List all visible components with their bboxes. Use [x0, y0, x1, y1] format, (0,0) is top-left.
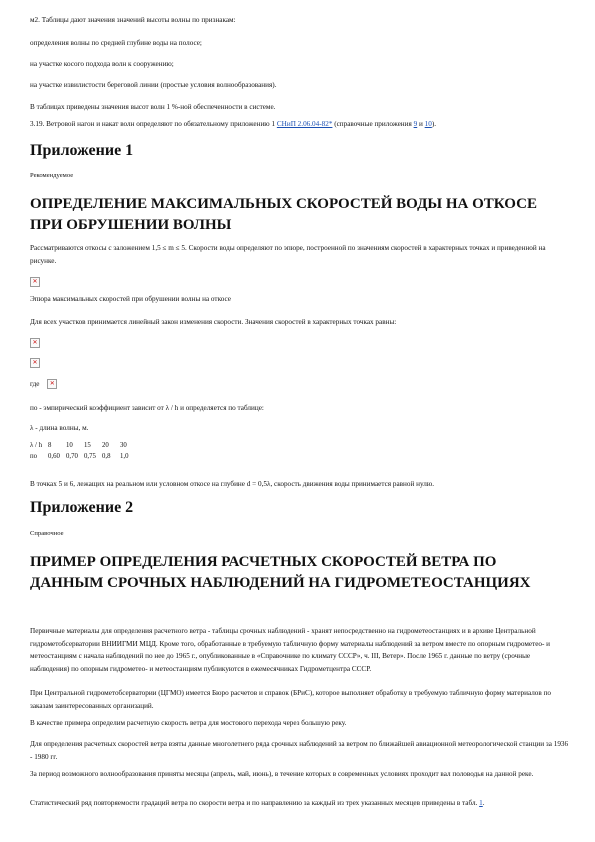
table-row: [30, 451, 138, 462]
table-1-link[interactable]: 1: [479, 799, 483, 807]
table-cell: 1,0: [120, 453, 129, 460]
table-cell: 15: [84, 442, 91, 449]
table-row: [30, 440, 138, 451]
appendix-2-title: Приложение 2: [30, 499, 134, 516]
paragraph: В точках 5 и 6, лежащих на реальном или условном откосе на глубине d = 0,5λ, скорость движения воды принимается равной нулю.: [30, 480, 435, 488]
table-cell: 0,75: [84, 453, 96, 460]
broken-image-icon: ✕: [30, 338, 40, 348]
paragraph: Первичные материалы для определения расчетного ветра - таблицы срочных наблюдений - хранят непосредственно на гидрометеостанциях и в архиве Центральной гидрометобсерватории ВНИИГМИ МЦД. Кроме того, обработанные в требуемую табличную форму материалы наблюдений за ветром вместе по опорным гидрометео- и метеостанциям с начала наблюдений по нее до 1965 г., опубликованные в «Справочнике по климату СССР», ч. III, Ветер». После 1965 г. данные по ветру (срочные наблюдения) по опорным гидрометео- и метеостанциям публикуются в ежемесячниках Гидрометцентра СССР.: [30, 627, 551, 673]
appendix-1-heading: ОПРЕДЕЛЕНИЕ МАКСИМАЛЬНЫХ СКОРОСТЕЙ ВОДЫ НА ОТКОСЕ ПРИ ОБРУШЕНИИ ВОЛНЫ: [30, 196, 537, 233]
appendix-2-heading: ПРИМЕР ОПРЕДЕЛЕНИЯ РАСЧЕТНЫХ СКОРОСТЕЙ ВЕТРА ПО ДАННЫМ СРОЧНЫХ НАБЛЮДЕНИЙ НА ГИДРОМЕТЕОСТАНЦИЯХ: [30, 554, 531, 591]
table-cell: 30: [120, 442, 127, 449]
appendix-1-subtitle: Рекомендуемое: [30, 172, 74, 179]
paragraph: Рассматриваются откосы с заложением 1,5 ≤ m ≤ 5. Скорости воды определяют по эпюре, построенной по значениям скоростей в характерных точках и приведенной на рисунке.: [30, 244, 546, 265]
table-cell: 8: [48, 442, 52, 449]
paragraph: по - эмпирический коэффициент зависит от λ / h и определяется по таблице:: [30, 404, 264, 412]
appendix-10-link[interactable]: 10: [424, 120, 432, 128]
appendix-2-subtitle: Справочное: [30, 530, 64, 537]
paragraph: Для всех участков принимается линейный закон изменения скорости. Значения скоростей в характерных точках равны:: [30, 318, 397, 326]
text-line: В таблицах приведены значения высот волн 1 %-ной обеспеченности в системе.: [30, 103, 276, 111]
text-line: на участке косого подхода волн к сооружению;: [30, 60, 174, 68]
snip-link[interactable]: СНиП 2.06.04-82*: [276, 120, 333, 128]
paragraph: За период возможного волнообразования приняты месяцы (апрель, май, июнь), в течение которых в современных условиях проходит вал половодья на данной реке.: [30, 770, 534, 778]
paragraph: Статистический ряд повторяемости градаций ветра по скорости ветра и по направлению за каждый из трех указанных месяцев приведены в табл. 1.: [30, 799, 485, 807]
paragraph: В качестве примера определим расчетную скорость ветра для мостового перехода через большую реку.: [30, 719, 347, 727]
table-cell: 0,60: [48, 453, 60, 460]
where-line: где ✕: [30, 378, 570, 391]
text-line: м2. Таблицы дают значения значений высоты волны по признакам:: [30, 16, 236, 24]
text-line: определения волны по средней глубине воды на полосе;: [30, 39, 202, 47]
appendix-1-title: Приложение 1: [30, 142, 134, 159]
paragraph: λ - длина волны, м.: [30, 424, 89, 432]
broken-image-icon: ✕: [30, 277, 40, 287]
table-cell: по: [30, 453, 38, 460]
table-cell: λ / h: [30, 442, 42, 449]
table-cell: 0,8: [102, 453, 111, 460]
broken-image-icon: ✕: [30, 358, 40, 368]
table-cell: 10: [66, 442, 73, 449]
paragraph: При Центральной гидрометобсерватории (ЦГМО) имеется Бюро расчетов и справок (БРиС), которое выполняет обработку в требуемую табличную форму материалов по заказам заинтересованных организаций.: [30, 689, 552, 710]
text-line: на участке извилистости береговой линии (простые условия волнообразования).: [30, 81, 277, 89]
figure-caption: Эпюра максимальных скоростей при обрушении волны на откосе: [30, 295, 231, 303]
table-cell: 20: [102, 442, 109, 449]
coefficient-table: [30, 440, 138, 462]
broken-image-icon: ✕: [47, 379, 57, 389]
paragraph-3-19: 3.19. Ветровой нагон и накат волн определяют по обязательному приложению 1 СНиП 2.06.04-82* (справочные приложения 9 и 10).: [30, 120, 437, 128]
paragraph: Для определения расчетных скоростей ветра взяты данные многолетнего ряда срочных наблюдений за ветром по ближайшей авиационной метеорологической станции за 1936 - 1980 гг.: [30, 740, 569, 761]
table-cell: 0,70: [66, 453, 78, 460]
appendix-9-link[interactable]: 9: [413, 120, 418, 128]
